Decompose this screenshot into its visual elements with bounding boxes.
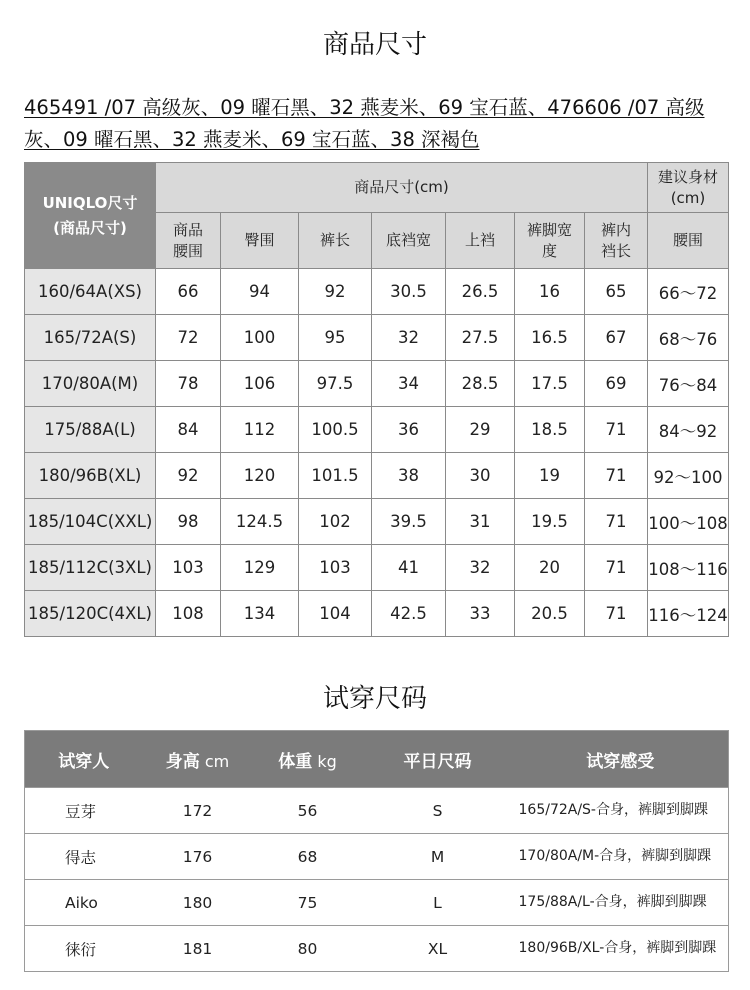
size-cell: 39.5 <box>372 499 446 545</box>
trial-column-header <box>253 731 363 788</box>
trial-weight-cell: 80 <box>253 926 363 972</box>
trial-header-unit: kg <box>312 751 337 771</box>
size-cell: 68～76 <box>648 315 729 361</box>
size-cell: 71 <box>585 407 648 453</box>
size-cell: 71 <box>585 591 648 637</box>
size-cell: 66～72 <box>648 269 729 315</box>
column-header: 上裆 <box>446 213 515 269</box>
size-cell: 92～100 <box>648 453 729 499</box>
trial-usual-cell: S <box>363 788 513 834</box>
size-cell: 38 <box>372 453 446 499</box>
size-cell: 71 <box>585 545 648 591</box>
recommend-header: 建议身材(cm) <box>648 163 729 213</box>
size-cell: 30 <box>446 453 515 499</box>
size-cell: 112 <box>221 407 299 453</box>
trial-header-unit: cm <box>199 751 230 771</box>
size-cell: 30.5 <box>372 269 446 315</box>
trial-feel-cell: 180/96B/XL-合身，裤脚到脚踝 <box>513 926 729 972</box>
size-table <box>24 162 729 637</box>
size-cell: 20.5 <box>515 591 585 637</box>
size-cell: 103 <box>299 545 372 591</box>
trial-name-cell: 得志 <box>25 834 143 880</box>
size-cell: 18.5 <box>515 407 585 453</box>
size-cell: 78 <box>156 361 221 407</box>
product-codes: 465491 /07 高级灰、09 曜石黑、32 燕麦米、69 宝石蓝、476606 /07 高级灰、09 曜石黑、32 燕麦米、69 宝石蓝、38 深褐色 <box>24 96 705 151</box>
size-cell: 33 <box>446 591 515 637</box>
trial-name-cell: 徕衍 <box>25 926 143 972</box>
size-cell: 19 <box>515 453 585 499</box>
size-cell: 32 <box>372 315 446 361</box>
size-cell: 29 <box>446 407 515 453</box>
size-cell: 26.5 <box>446 269 515 315</box>
trial-usual-cell: L <box>363 880 513 926</box>
product-size-group-header: 商品尺寸(cm) <box>156 163 648 213</box>
trial-feel-cell: 170/80A/M-合身，裤脚到脚踝 <box>513 834 729 880</box>
trial-column-header <box>363 731 513 788</box>
size-cell: 92 <box>156 453 221 499</box>
size-cell: 97.5 <box>299 361 372 407</box>
column-header: 裤脚宽度 <box>515 213 585 269</box>
trial-table <box>24 730 729 972</box>
brand-header-line1: UNIQLO尺寸 <box>42 193 138 212</box>
size-cell: 16.5 <box>515 315 585 361</box>
trial-header-row <box>25 731 729 788</box>
size-cell: 108 <box>156 591 221 637</box>
size-cell: 100～108 <box>648 499 729 545</box>
size-cell: 42.5 <box>372 591 446 637</box>
size-cell: 104 <box>299 591 372 637</box>
size-cell: 41 <box>372 545 446 591</box>
trial-row <box>25 834 729 880</box>
trial-height-cell: 181 <box>143 926 253 972</box>
size-cell: 101.5 <box>299 453 372 499</box>
trial-row <box>25 880 729 926</box>
size-cell: 94 <box>221 269 299 315</box>
trial-header-label: 身高 <box>165 751 200 772</box>
size-row <box>25 407 729 453</box>
trial-name-cell: 豆芽 <box>25 788 143 834</box>
size-cell: 32 <box>446 545 515 591</box>
size-row <box>25 315 729 361</box>
size-cell: 27.5 <box>446 315 515 361</box>
trial-feel-cell: 165/72A/S-合身，裤脚到脚踝 <box>513 788 729 834</box>
size-row <box>25 361 729 407</box>
size-section-title: 商品尺寸 <box>322 30 427 60</box>
column-header: 商品腰围 <box>156 213 221 269</box>
trial-column-header <box>25 731 143 788</box>
size-label: 180/96B(XL) <box>25 453 156 499</box>
trial-weight-cell: 75 <box>253 880 363 926</box>
size-label: 185/104C(XXL) <box>25 499 156 545</box>
size-row <box>25 499 729 545</box>
trial-row <box>25 926 729 972</box>
column-header: 裤内裆长 <box>585 213 648 269</box>
trial-header-label: 体重 <box>278 751 313 772</box>
size-cell: 84 <box>156 407 221 453</box>
size-label: 165/72A(S) <box>25 315 156 361</box>
trial-weight-cell: 68 <box>253 834 363 880</box>
size-cell: 36 <box>372 407 446 453</box>
size-cell: 100 <box>221 315 299 361</box>
size-row <box>25 453 729 499</box>
size-cell: 108～116 <box>648 545 729 591</box>
trial-usual-cell: M <box>363 834 513 880</box>
size-row <box>25 269 729 315</box>
size-cell: 71 <box>585 453 648 499</box>
size-label: 185/120C(4XL) <box>25 591 156 637</box>
size-cell: 67 <box>585 315 648 361</box>
size-cell: 31 <box>446 499 515 545</box>
trial-height-cell: 176 <box>143 834 253 880</box>
size-cell: 98 <box>156 499 221 545</box>
trial-column-header <box>143 731 253 788</box>
brand-size-header <box>25 163 156 269</box>
size-cell: 106 <box>221 361 299 407</box>
size-row <box>25 545 729 591</box>
size-cell: 92 <box>299 269 372 315</box>
size-cell: 66 <box>156 269 221 315</box>
trial-table-body <box>25 788 729 972</box>
trial-column-header <box>513 731 729 788</box>
trial-section-title: 试穿尺码 <box>322 684 427 714</box>
trial-row <box>25 788 729 834</box>
size-cell: 120 <box>221 453 299 499</box>
trial-header-label: 试穿人 <box>58 751 110 772</box>
trial-name-cell: Aiko <box>25 880 143 926</box>
size-cell: 95 <box>299 315 372 361</box>
size-cell: 103 <box>156 545 221 591</box>
size-cell: 102 <box>299 499 372 545</box>
size-cell: 17.5 <box>515 361 585 407</box>
size-cell: 16 <box>515 269 585 315</box>
column-header: 腰围 <box>648 213 729 269</box>
size-table-body <box>25 269 729 637</box>
trial-header-label: 平日尺码 <box>403 751 472 772</box>
size-cell: 34 <box>372 361 446 407</box>
trial-height-cell: 172 <box>143 788 253 834</box>
size-cell: 116～124 <box>648 591 729 637</box>
size-cell: 100.5 <box>299 407 372 453</box>
size-label: 160/64A(XS) <box>25 269 156 315</box>
size-cell: 134 <box>221 591 299 637</box>
column-header: 底裆宽 <box>372 213 446 269</box>
size-cell: 124.5 <box>221 499 299 545</box>
size-cell: 20 <box>515 545 585 591</box>
brand-header-line2: (商品尺寸) <box>53 218 127 237</box>
size-label: 185/112C(3XL) <box>25 545 156 591</box>
trial-height-cell: 180 <box>143 880 253 926</box>
size-cell: 71 <box>585 499 648 545</box>
trial-feel-cell: 175/88A/L-合身，裤脚到脚踝 <box>513 880 729 926</box>
trial-usual-cell: XL <box>363 926 513 972</box>
size-label: 175/88A(L) <box>25 407 156 453</box>
size-cell: 65 <box>585 269 648 315</box>
column-header: 臀围 <box>221 213 299 269</box>
size-row <box>25 591 729 637</box>
size-cell: 129 <box>221 545 299 591</box>
size-label: 170/80A(M) <box>25 361 156 407</box>
trial-weight-cell: 56 <box>253 788 363 834</box>
size-cell: 69 <box>585 361 648 407</box>
size-cell: 72 <box>156 315 221 361</box>
size-cell: 19.5 <box>515 499 585 545</box>
trial-header-label: 试穿感受 <box>586 751 655 772</box>
column-header: 裤长 <box>299 213 372 269</box>
size-cell: 84～92 <box>648 407 729 453</box>
size-cell: 28.5 <box>446 361 515 407</box>
size-cell: 76～84 <box>648 361 729 407</box>
